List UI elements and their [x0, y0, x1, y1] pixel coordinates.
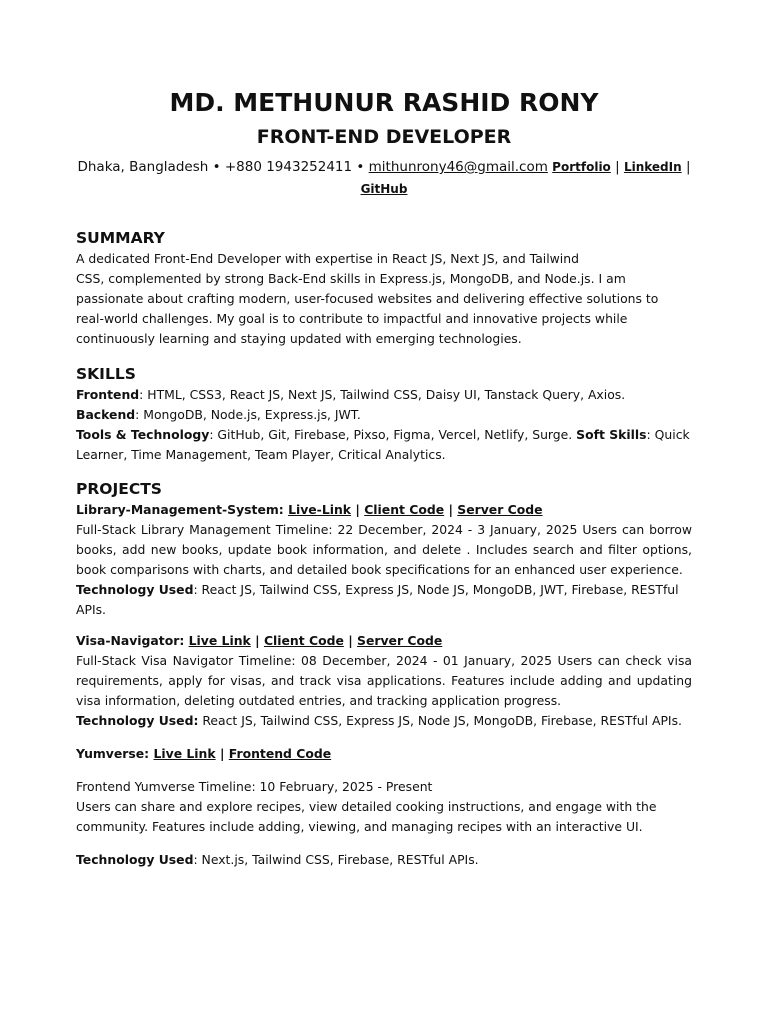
project-library	[76, 500, 692, 619]
skill-label: Tools & Technology	[76, 426, 210, 442]
project-yumverse	[76, 744, 692, 870]
bullet-separator: •	[208, 159, 225, 175]
pipe-separator: |	[250, 633, 264, 649]
project-tech	[76, 850, 692, 870]
server-code-link[interactable]: Server Code	[357, 633, 443, 649]
client-code-link[interactable]: Client Code	[364, 502, 445, 517]
summary-line: CSS, complemented by strong Back-End skills in Express.js, MongoDB, and Node.js. I am	[76, 270, 626, 286]
pipe-separator: |	[343, 633, 358, 649]
pipe-separator: |	[681, 159, 691, 175]
tech-list: : React JS, Tailwind CSS, Express JS, Node JS, MongoDB, JWT, Firebase, RESTful APIs.	[76, 581, 679, 617]
tech-list: : Next.js, Tailwind CSS, Firebase, RESTful APIs.	[193, 851, 479, 867]
contact-line	[76, 156, 692, 200]
skill-label: Backend	[76, 406, 136, 422]
project-description: Full-Stack Library Management Timeline: 22 December, 2024 - 3 January, 2025 Users can borrow books, add new books, update book information, and delete . Includes search and filter options, book comparisons with charts, and detailed book specifications for an enhanced user experience.	[76, 521, 692, 577]
section-title: SUMMARY	[76, 229, 165, 247]
bullet-separator: •	[352, 159, 369, 175]
project-header	[76, 500, 692, 520]
tech-label: Technology Used:	[76, 713, 199, 729]
tech-label: Technology Used	[76, 581, 194, 597]
skill-row-backend	[76, 405, 692, 425]
skill-list: : GitHub, Git, Firebase, Pixso, Figma, Vercel, Netlify, Surge.	[209, 426, 577, 442]
live-link[interactable]: Live Link	[188, 633, 251, 649]
linkedin-link[interactable]: LinkedIn	[623, 160, 682, 174]
portfolio-link[interactable]: Portfolio	[552, 160, 611, 174]
projects-section	[76, 480, 692, 870]
project-header	[76, 744, 692, 764]
pipe-separator: |	[351, 502, 365, 517]
summary-line: real-world challenges. My goal is to contribute to impactful and innovative projects while	[76, 310, 628, 326]
summary-section	[76, 229, 692, 349]
github-link[interactable]: GitHub	[360, 182, 408, 196]
candidate-name: MD. METHUNUR RASHID RONY	[169, 88, 599, 117]
summary-line: continuously learning and staying updated with emerging technologies.	[76, 330, 522, 346]
location: Dhaka, Bangladesh	[77, 159, 209, 175]
project-description: Full-Stack Visa Navigator Timeline: 08 December, 2024 - 01 January, 2025 Users can check visa requirements, apply for visas, and track visa applications. Features include adding and updating visa information, deleting outdated entries, and tracking application progress.	[76, 653, 692, 709]
client-code-link[interactable]: Client Code	[263, 633, 344, 649]
skill-row-tools	[76, 425, 692, 465]
summary-line: passionate about crafting modern, user-focused websites and delivering effective solutions to	[76, 290, 659, 306]
live-link[interactable]: Live Link	[153, 745, 216, 761]
skill-list: : HTML, CSS3, React JS, Next JS, Tailwind CSS, Daisy UI, Tanstack Query, Axios.	[139, 387, 626, 402]
project-timeline: Frontend Yumverse Timeline: 10 February, 2025 - Present	[76, 778, 433, 794]
skill-label: Frontend	[76, 387, 140, 402]
pipe-separator: |	[215, 745, 229, 761]
skill-list: : Quick Learner, Time Management, Team Player, Critical Analytics.	[76, 426, 690, 462]
tech-label: Technology Used	[76, 851, 194, 867]
project-visa	[76, 631, 692, 731]
pipe-separator: |	[444, 502, 458, 517]
project-description: Users can share and explore recipes, view detailed cooking instructions, and engage with the community. Features include adding, viewing, and managing recipes with an interactive UI.	[76, 798, 657, 834]
server-code-link[interactable]: Server Code	[457, 502, 543, 517]
job-title: FRONT-END DEVELOPER	[256, 126, 512, 148]
skill-row-frontend	[76, 385, 692, 405]
live-link[interactable]: Live-Link	[288, 502, 352, 517]
section-title: SKILLS	[76, 365, 136, 383]
tech-list: React JS, Tailwind CSS, Express JS, Node JS, MongoDB, Firebase, RESTful APIs.	[198, 713, 682, 729]
project-name: Yumverse:	[76, 745, 150, 761]
project-tech	[76, 711, 692, 731]
summary-line: A dedicated Front-End Developer with expertise in React JS, Next JS, and Tailwind	[76, 251, 579, 266]
project-header	[76, 631, 692, 651]
phone: +880 1943252411	[224, 159, 353, 175]
skill-list: : MongoDB, Node.js, Express.js, JWT.	[135, 406, 361, 422]
project-name: Visa-Navigator:	[76, 633, 185, 649]
pipe-separator: |	[610, 159, 624, 175]
project-tech	[76, 580, 692, 620]
skills-section	[76, 365, 692, 465]
section-title: PROJECTS	[76, 480, 162, 498]
email-link[interactable]: mithunrony46@gmail.com	[368, 159, 548, 175]
project-name: Library-Management-System:	[76, 502, 284, 517]
skill-label: Soft Skills	[576, 426, 647, 442]
frontend-code-link[interactable]: Frontend Code	[228, 745, 332, 761]
